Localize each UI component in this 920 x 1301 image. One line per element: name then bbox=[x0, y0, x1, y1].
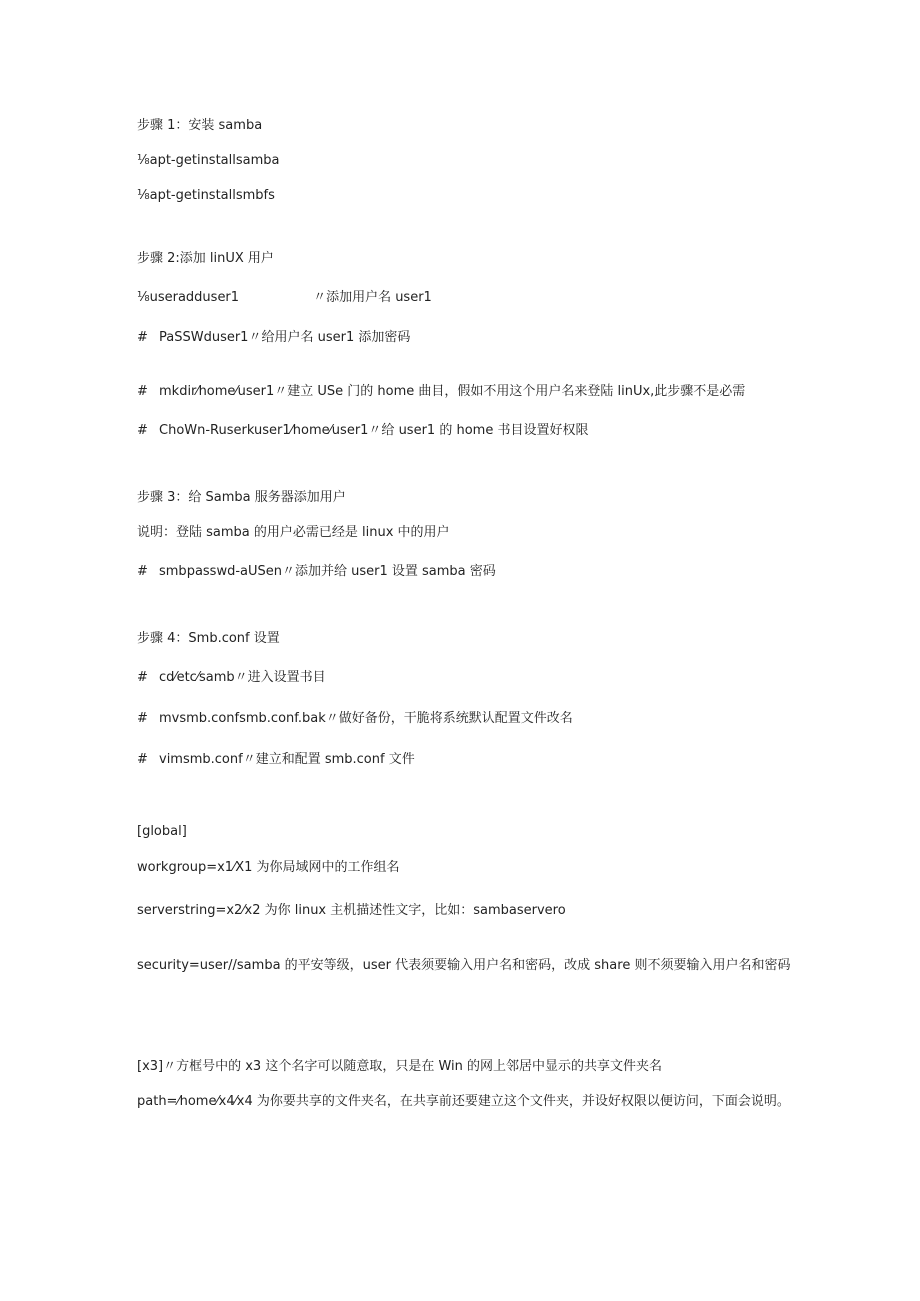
step2-chown bbox=[137, 422, 588, 440]
config-serverstring: serverstring=x2⁄x2 为你 linux 主机描述性文字，比如：sambaservero bbox=[137, 903, 566, 918]
hash-prompt: # bbox=[137, 564, 148, 579]
step4-cd bbox=[137, 669, 326, 687]
cd-command: cd⁄etc⁄samb〃进入设置书目 bbox=[159, 670, 326, 685]
vim-command: vimsmb.conf〃建立和配置 smb.conf 文件 bbox=[159, 752, 415, 767]
passwd-command: PaSSWduser1〃给用户名 user1 添加密码 bbox=[159, 330, 411, 345]
step4-title: 步骤 4：Smb.conf 设置 bbox=[137, 631, 280, 646]
mkdir-command: mkdir⁄home⁄user1〃建立 USe 门的 home 曲目，假如不用这个用户名来登陆 linUx,此步骤不是必需 bbox=[159, 384, 746, 399]
config-global: [global] bbox=[137, 824, 187, 839]
useradd-command: ⅛useradduser1 bbox=[137, 290, 240, 305]
step2-useradd bbox=[137, 289, 432, 307]
mv-command: mvsmb.confsmb.conf.bak〃做好备份，干脆将系统默认配置文件改名 bbox=[159, 711, 573, 726]
useradd-comment: 〃添加用户名 user1 bbox=[313, 290, 432, 305]
config-security: security=user//samba 的平安等级，user 代表须要输入用户名和密码，改成 share 则不须要输入用户名和密码 bbox=[137, 958, 791, 973]
step4-mv bbox=[137, 710, 573, 728]
smbpasswd-command: smbpasswd-aUSen〃添加并给 user1 设置 samba 密码 bbox=[159, 564, 496, 579]
config-path: path=⁄home⁄x4⁄x4 为你要共享的文件夹名，在共享前还要建立这个文件夹，并设好权限以便访问，下面会说明。 bbox=[137, 1094, 790, 1109]
step3-title: 步骤 3：给 Samba 服务器添加用户 bbox=[137, 490, 346, 505]
step1-title: 步骤 1：安装 samba bbox=[137, 118, 263, 133]
hash-prompt: # bbox=[137, 423, 148, 438]
step1-cmd-install-smbfs: ⅛apt-getinstallsmbfs bbox=[137, 188, 275, 203]
step2-title: 步骤 2:添加 linUX 用户 bbox=[137, 251, 274, 266]
step3-smbpasswd bbox=[137, 563, 496, 581]
chown-command: ChoWn-Ruserkuser1⁄home⁄user1〃给 user1 的 home 书目设置好权限 bbox=[159, 423, 589, 438]
step2-passwd bbox=[137, 329, 410, 347]
hash-prompt: # bbox=[137, 670, 148, 685]
step2-mkdir bbox=[137, 383, 745, 401]
config-workgroup: workgroup=x1⁄X1 为你局域网中的工作组名 bbox=[137, 860, 400, 875]
hash-prompt: # bbox=[137, 752, 148, 767]
step3-note: 说明：登陆 samba 的用户必需已经是 linux 中的用户 bbox=[137, 525, 450, 540]
hash-prompt: # bbox=[137, 330, 148, 345]
step4-vim bbox=[137, 751, 415, 769]
hash-prompt: # bbox=[137, 711, 148, 726]
config-share: [x3]〃方框号中的 x3 这个名字可以随意取，只是在 Win 的网上邻居中显示的共享文件夹名 bbox=[137, 1059, 663, 1074]
hash-prompt: # bbox=[137, 384, 148, 399]
step1-cmd-install-samba: ⅛apt-getinstallsamba bbox=[137, 153, 280, 168]
